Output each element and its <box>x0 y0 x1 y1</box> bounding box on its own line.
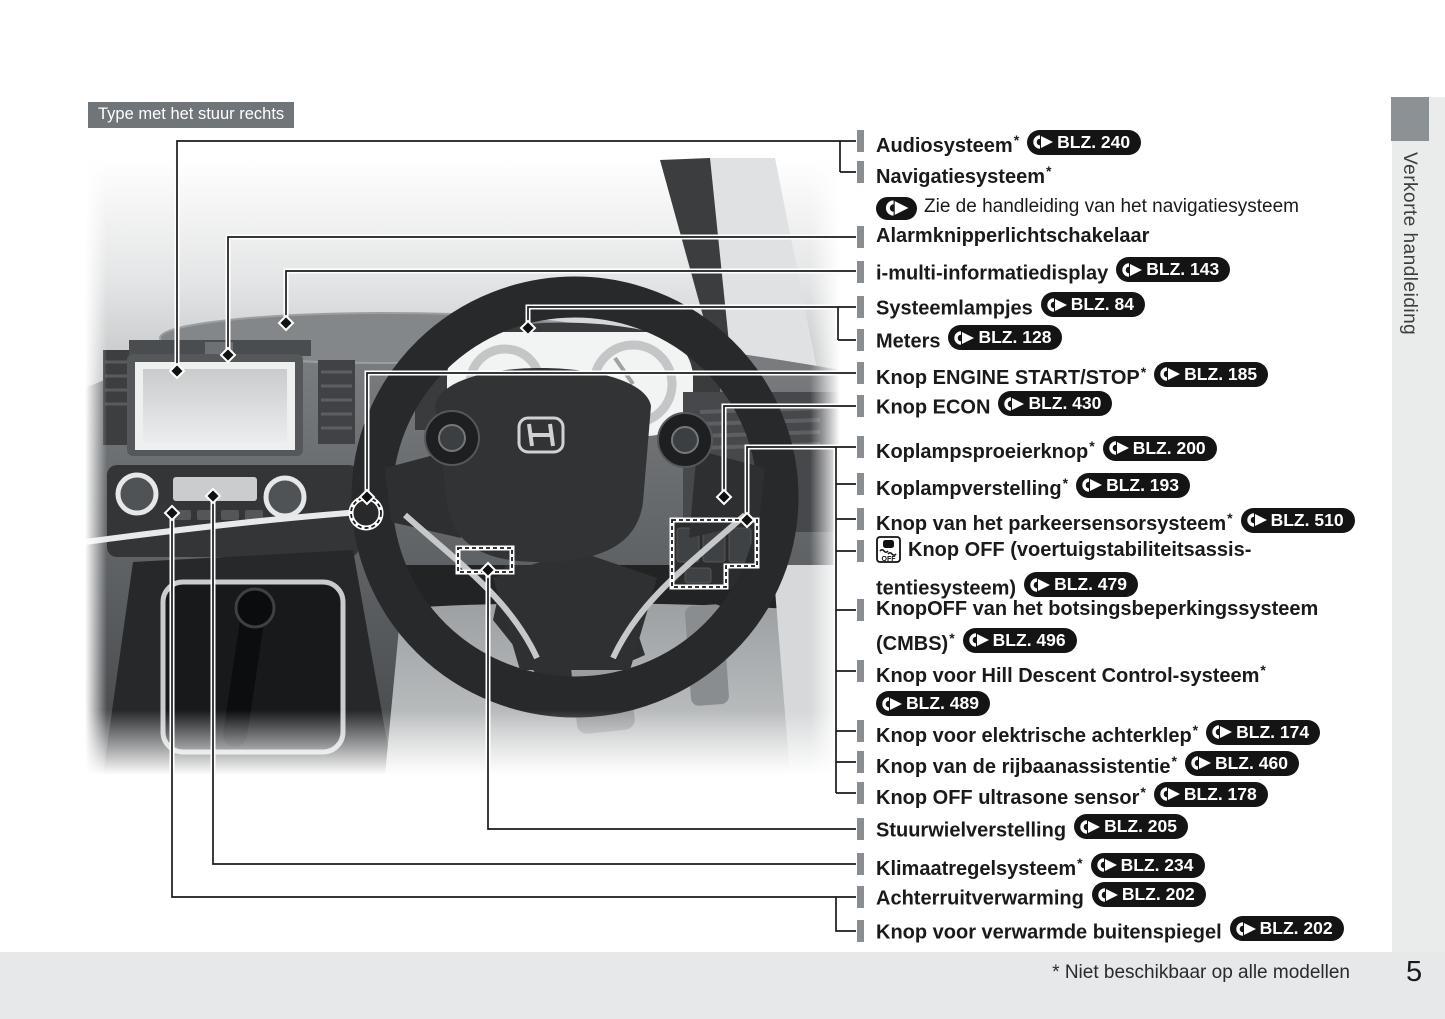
callout-subtext: Zie de handleiding van het navigatiesysteem <box>876 192 1299 221</box>
variant-label: Type met het stuur rechts <box>88 102 294 128</box>
see-page-arrow-icon <box>968 633 990 647</box>
callout-label: Knop voor Hill Descent Control-systeem <box>876 665 1260 687</box>
callout-econ <box>876 391 1112 423</box>
blz-badge[interactable]: BLZ. 84 <box>1041 292 1145 317</box>
callout-elektrische-achterklep: Knop voor elektrische achterklep* BLZ. 174 <box>876 716 1320 751</box>
callout-label: Knop voor verwarmde buitenspiegel <box>876 921 1222 944</box>
see-page-arrow-icon <box>1003 397 1025 411</box>
airbag-hub <box>435 368 651 562</box>
callout-label: Koplampverstelling <box>876 478 1062 500</box>
callout-achterruitverwarming <box>876 882 1206 914</box>
callout-verwarmde-buitenspiegel <box>876 916 1344 948</box>
callout-label: i-multi-informatiedisplay <box>876 262 1109 285</box>
page-number: 5 <box>1406 956 1423 988</box>
blz-badge[interactable]: BLZ. 234 <box>1091 853 1205 878</box>
callout-label: Knop voor elektrische achterklep <box>876 725 1192 747</box>
blz-badge[interactable]: BLZ. 128 <box>948 325 1062 350</box>
callout-label: Klimaatregelsysteem <box>876 858 1077 880</box>
blz-badge[interactable]: BLZ. 510 <box>1241 508 1355 533</box>
callout-rijbaanassistentie: Knop van de rijbaanassistentie* BLZ. 460 <box>876 747 1299 782</box>
blz-badge[interactable]: BLZ. 174 <box>1206 720 1320 745</box>
see-page-arrow-icon <box>1081 478 1103 492</box>
see-page-arrow-icon <box>1108 441 1130 455</box>
callout-hill-descent-control: Knop voor Hill Descent Control-systeem* BLZ. 489 <box>876 656 1266 723</box>
callout-alarmknipperlichtschakelaar <box>876 222 1149 251</box>
touchscreen <box>143 369 287 443</box>
callout-cmbs-off <box>876 595 1318 659</box>
callout-stuurwielverstelling <box>876 814 1188 846</box>
blz-badge[interactable]: BLZ. 202 <box>1230 916 1344 941</box>
callout-label: Meters <box>876 330 941 353</box>
callout-label: Knop ENGINE START/STOP <box>876 367 1140 389</box>
callout-koplampverstelling: Koplampverstelling* BLZ. 193 <box>876 469 1190 504</box>
climate-display <box>173 477 257 501</box>
svg-text:OFF: OFF <box>881 556 896 563</box>
blz-badge[interactable]: BLZ. 460 <box>1185 751 1299 776</box>
see-page-arrow-icon <box>1032 135 1054 149</box>
footnote: * Niet beschikbaar op alle modellen <box>1052 962 1350 983</box>
callout-vsa-off <box>876 536 1251 604</box>
vsa-off-icon <box>876 536 901 572</box>
callout-i-multi-informatiedisplay <box>876 257 1230 289</box>
callout-label-line2: tentiesysteem) BLZ. 479 <box>876 572 1251 604</box>
callout-label: Knop van de rijbaanassistentie <box>876 756 1171 778</box>
blz-badge[interactable]: BLZ. 193 <box>1076 473 1190 498</box>
callout-label: Knop van het parkeersensorsysteem <box>876 513 1227 535</box>
see-page-arrow-icon <box>1235 922 1257 936</box>
climate-knob-left <box>118 475 156 513</box>
blz-badge[interactable]: BLZ. 143 <box>1116 257 1230 282</box>
blz-badge[interactable]: BLZ. 496 <box>963 628 1077 653</box>
see-page-arrow-icon <box>1159 367 1181 381</box>
see-page-arrow-icon <box>1246 513 1268 527</box>
blz-badge[interactable]: BLZ. 200 <box>1103 436 1217 461</box>
see-page-arrow-icon <box>1159 787 1181 801</box>
callout-ultrasone-sensor-off: Knop OFF ultrasone sensor* BLZ. 178 <box>876 778 1268 813</box>
callout-meters <box>876 325 1062 357</box>
callout-koplampsproeierknop: Koplampsproeierknop* BLZ. 200 <box>876 432 1217 467</box>
see-page-arrow-icon <box>1096 858 1118 872</box>
blz-badge[interactable]: BLZ. 185 <box>1154 362 1268 387</box>
blz-badge[interactable]: BLZ. 489 <box>876 691 990 716</box>
callout-label: Audiosysteem <box>876 135 1013 157</box>
sidebar-chapter-label: Verkorte handleiding <box>1399 152 1420 336</box>
blz-badge[interactable]: BLZ. 430 <box>998 391 1112 416</box>
climate-knob-right <box>266 478 304 516</box>
callout-label-line2: (CMBS)* BLZ. 496 <box>876 624 1318 659</box>
callout-label: KnopOFF van het botsingsbeperkingssysteem <box>876 598 1319 620</box>
callout-label: Systeemlampjes <box>876 297 1033 320</box>
see-page-arrow-icon <box>1190 756 1212 770</box>
callout-label: Knop OFF (voertuigstabiliteitsassis- <box>908 539 1252 561</box>
callout-parkeersensorsysteem: Knop van het parkeersensorsysteem* BLZ. 510 <box>876 504 1355 539</box>
see-page-arrow-icon <box>1079 820 1101 834</box>
see-page-arrow-icon <box>953 331 975 345</box>
callout-navigatiesysteem: Navigatiesysteem* Zie de handleiding van het navigatiesysteem <box>876 157 1299 221</box>
callout-label: Knop OFF ultrasone sensor <box>876 787 1140 809</box>
blz-badge[interactable]: BLZ. 479 <box>1024 572 1138 597</box>
see-page-arrow-icon <box>1211 725 1233 739</box>
see-page-arrow-icon <box>1029 578 1051 592</box>
callout-audiosysteem: Audiosysteem* BLZ. 240 <box>876 126 1141 161</box>
callout-label: Koplampsproeierknop <box>876 441 1089 463</box>
blz-badge[interactable]: BLZ. 205 <box>1074 814 1188 839</box>
callout-label: Stuurwielverstelling <box>876 819 1067 842</box>
callout-label: Navigatiesysteem <box>876 166 1045 188</box>
callout-engine-start-stop: Knop ENGINE START/STOP* BLZ. 185 <box>876 358 1268 393</box>
blz-badge[interactable]: BLZ. 178 <box>1154 782 1268 807</box>
see-page-arrow-icon <box>1097 888 1119 902</box>
blz-badge[interactable]: BLZ. 240 <box>1027 130 1141 155</box>
see-page-arrow-icon <box>1121 263 1143 277</box>
blz-badge[interactable]: BLZ. 202 <box>1092 882 1206 907</box>
callout-systeemlampjes <box>876 292 1145 324</box>
callout-label: Alarmknipperlichtschakelaar <box>876 225 1150 247</box>
sidebar-chapter-tab[interactable] <box>1391 97 1429 141</box>
callout-label: Achterruitverwarming <box>876 887 1084 910</box>
see-page-arrow-icon <box>881 697 903 711</box>
dashboard-illustration <box>85 150 840 775</box>
callout-label: Knop ECON <box>876 396 991 419</box>
callout-klimaatregelsysteem: Klimaatregelsysteem* BLZ. 234 <box>876 849 1205 884</box>
hazard-switch <box>205 342 233 354</box>
see-manual-arrow-icon <box>876 197 917 220</box>
see-page-arrow-icon <box>1046 298 1068 312</box>
